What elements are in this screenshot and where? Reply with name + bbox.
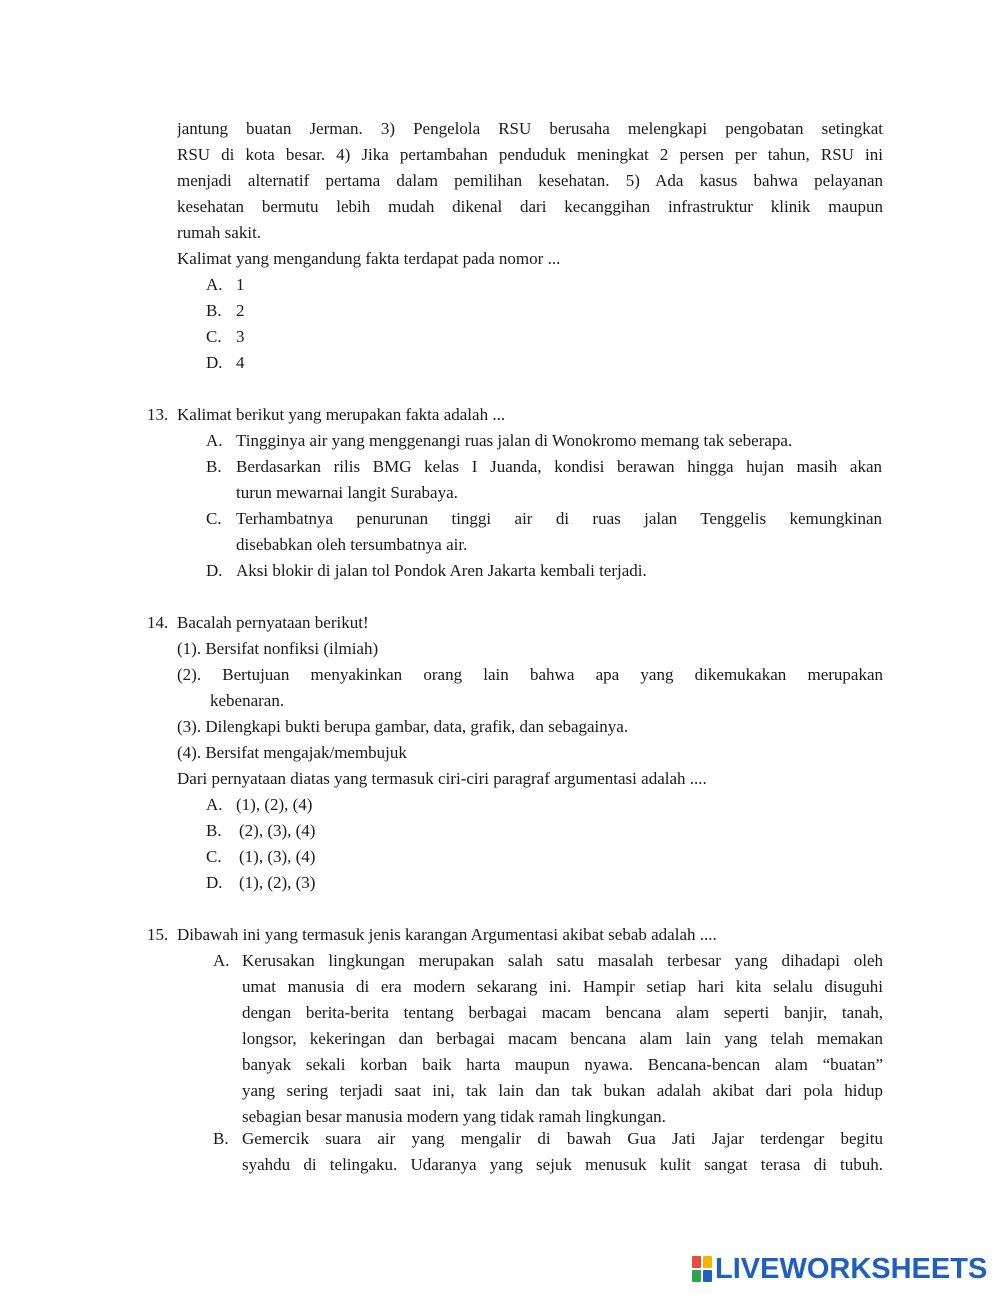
q15-option-label: A. [213,951,230,970]
q13-option-text: Terhambatnya penurunan tinggi air di ruas jalan Tenggelis kemungkinan [236,509,882,528]
q12-option-text: 2 [236,301,245,320]
logo-mark-tile [692,1270,701,1282]
q13-option-label: B. [206,457,222,476]
logo-mark-tile [703,1270,712,1282]
q12-option-text: 1 [236,275,245,294]
q14-option-text: (1), (2), (4) [236,795,313,814]
q14-option-text: (2), (3), (4) [239,821,316,840]
q12-paragraph-line: menjadi alternatif pertama dalam pemilihan kesehatan. 5) Ada kasus bahwa pelayanan [177,171,883,190]
q14-option [206,844,315,870]
q15-option-text: syahdu di telingaku. Udaranya yang sejuk menusuk kulit sangat terasa di tubuh. [242,1155,883,1174]
q14-option-label: D. [206,873,223,892]
q13-option-label: A. [206,431,223,450]
q15-option-text: sebagian besar manusia modern yang tidak ramah lingkungan. [242,1107,666,1126]
q12-option-label: A. [206,275,223,294]
q15-option-text: longsor, kekeringan dan berbagai macam bencana alam lain yang telah memakan [242,1029,883,1048]
q12-option-text: 4 [236,353,245,372]
q15-option-text: Gemercik suara air yang mengalir di bawah Gua Jati Jajar terdengar begitu [242,1129,883,1148]
liveworksheets-logo [692,1254,988,1284]
q15-option-text: umat manusia di era modern sekarang ini. Hampir setiap hari kita selalu disuguhi [242,977,883,996]
q12-option-label: D. [206,353,223,372]
q12-option [206,272,245,298]
q14-statement: (2). Bertujuan menyakinkan orang lain bahwa apa yang dikemukakan merupakan [177,665,883,684]
q13-question: Kalimat berikut yang merupakan fakta adalah ... [177,405,506,424]
q15-option-label: B. [213,1129,229,1148]
q12-option [206,324,245,350]
q14-statement: (4). Bersifat mengajak/membujuk [177,743,407,762]
q13-option-text: Berdasarkan rilis BMG kelas I Juanda, kondisi berawan hingga hujan masih akan [236,457,882,476]
q13-option-label: D. [206,561,223,580]
q12-option-text: 3 [236,327,245,346]
q14-option-label: C. [206,847,222,866]
q14-prompt: Dari pernyataan diatas yang termasuk ciri-ciri paragraf argumentasi adalah .... [177,769,707,788]
q14-option-text: (1), (3), (4) [239,847,316,866]
q12-option-label: C. [206,327,222,346]
q14-option [206,792,312,818]
q12-option-label: B. [206,301,222,320]
q14-option [206,870,315,896]
q12-option [206,298,245,324]
q14-option-label: A. [206,795,223,814]
q14-statement: (3). Dilengkapi bukti berupa gambar, data, grafik, dan sebagainya. [177,717,629,736]
q15-question: Dibawah ini yang termasuk jenis karangan Argumentasi akibat sebab adalah .... [177,925,717,944]
q15-option-text: Kerusakan lingkungan merupakan salah satu masalah terbesar yang dihadapi oleh [242,951,883,970]
q13-number: 13. [147,405,169,424]
q14-statement: kebenaran. [210,691,285,710]
q12-paragraph-line: kesehatan bermutu lebih mudah dikenal dari kecanggihan infrastruktur klinik maupun [177,197,883,216]
q13-option-text: Tingginya air yang menggenangi ruas jalan di Wonokromo memang tak seberapa. [236,431,793,450]
q13-option-text: disebabkan oleh tersumbatnya air. [236,535,468,554]
logo-mark-tile [703,1256,712,1268]
q14-option [206,818,315,844]
q12-paragraph-line: jantung buatan Jerman. 3) Pengelola RSU berusaha melengkapi pengobatan setingkat [177,119,883,138]
q14-option-text: (1), (2), (3) [239,873,316,892]
q12-paragraph-line: rumah sakit. [177,223,262,242]
q14-question: Bacalah pernyataan berikut! [177,613,369,632]
liveworksheets-logo-text: LIVEWORKSHEETS [715,1253,988,1285]
q12-paragraph-line: RSU di kota besar. 4) Jika pertambahan penduduk meningkat 2 persen per tahun, RSU ini [177,145,883,164]
logo-mark-tile [692,1256,701,1268]
q13-option-text: turun mewarnai langit Surabaya. [236,483,458,502]
q13-option-label: C. [206,509,222,528]
q15-option-text: banyak sekali korban baik harta maupun nyawa. Bencana-bencan alam “buatan” [242,1055,883,1074]
q15-option-text: dengan berita-berita tentang berbagai macam bencana alam seperti banjir, tanah, [242,1003,883,1022]
q14-statement: (1). Bersifat nonfiksi (ilmiah) [177,639,379,658]
q14-option-label: B. [206,821,222,840]
q15-number: 15. [147,925,169,944]
liveworksheets-logo-mark-icon [692,1256,712,1282]
q12-question: Kalimat yang mengandung fakta terdapat pada nomor ... [177,249,561,268]
q13-option-text: Aksi blokir di jalan tol Pondok Aren Jakarta kembali terjadi. [236,561,647,580]
q15-option-text: yang sering terjadi saat ini, tak lain dan tak bukan adalah akibat dari pola hidup [242,1081,883,1100]
q14-number: 14. [147,613,169,632]
q12-option [206,350,245,376]
